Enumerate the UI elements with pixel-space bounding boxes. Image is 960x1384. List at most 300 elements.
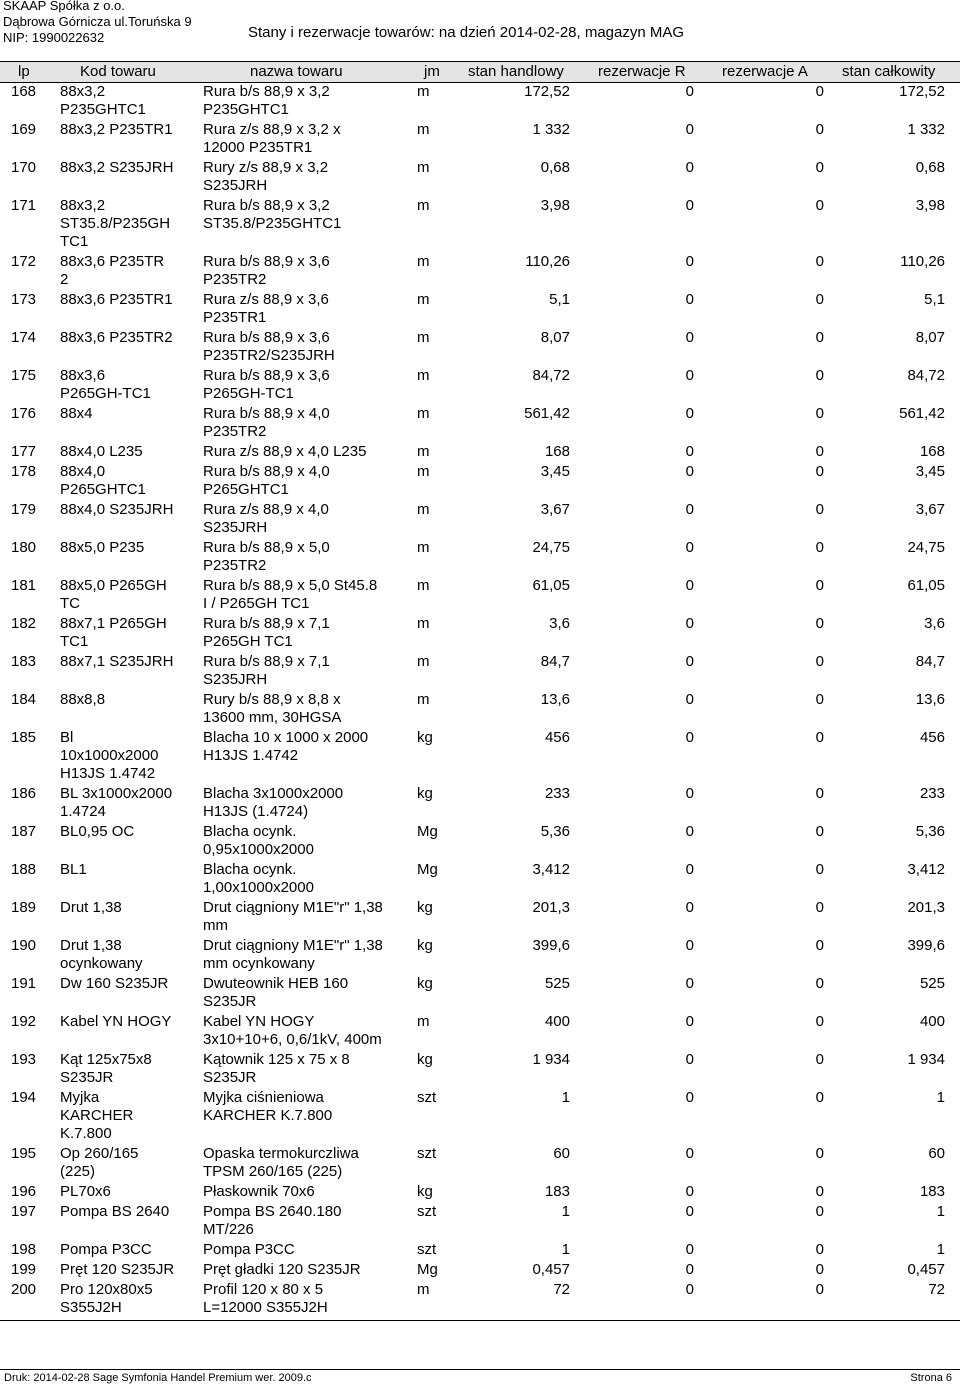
row-jm: m — [417, 691, 430, 708]
row-stan-calkowity: 3,6 — [924, 615, 945, 632]
row-jm: szt — [417, 1145, 437, 1162]
row-nazwa: Rury b/s 88,9 x 8,8 x 13600 mm, 30HGSA — [203, 691, 342, 726]
row-stan-handlowy: 1 — [561, 1241, 570, 1258]
row-stan-calkowity: 5,1 — [924, 291, 945, 308]
row-lp: 182 — [11, 615, 37, 632]
row-lp: 186 — [11, 785, 37, 802]
row-rezerwacje-a: 0 — [815, 1203, 824, 1220]
row-stan-handlowy: 183 — [544, 1183, 570, 1200]
row-lp: 194 — [11, 1089, 37, 1106]
row-stan-calkowity: 172,52 — [899, 83, 945, 100]
row-jm: kg — [417, 899, 433, 916]
row-jm: Mg — [417, 1261, 438, 1278]
row-nazwa: Blacha 3x1000x2000 H13JS (1.4724) — [203, 785, 344, 820]
row-stan-handlowy: 0,68 — [540, 159, 570, 176]
row-lp: 195 — [11, 1145, 37, 1162]
column-header-kod: Kod towaru — [80, 63, 156, 80]
row-lp: 170 — [11, 159, 37, 176]
table-header — [0, 61, 960, 83]
row-lp: 171 — [11, 197, 37, 214]
row-jm: m — [417, 501, 430, 518]
row-nazwa: Rury z/s 88,9 x 3,2 S235JRH — [203, 159, 329, 194]
row-kod: 88x3,6 P235TR2 — [60, 329, 173, 346]
row-rezerwacje-r: 0 — [685, 197, 694, 214]
row-jm: m — [417, 83, 430, 100]
row-rezerwacje-r: 0 — [685, 1089, 694, 1106]
row-kod: Bl 10x1000x2000 H13JS 1.4742 — [60, 729, 159, 782]
row-kod: 88x3,2 ST35.8/P235GH TC1 — [60, 197, 171, 250]
row-jm: m — [417, 539, 430, 556]
row-kod: 88x3,6 P265GH-TC1 — [60, 367, 151, 402]
row-jm: kg — [417, 1051, 433, 1068]
table-row — [0, 501, 960, 539]
row-kod: Pro 120x80x5 S355J2H — [60, 1281, 153, 1316]
row-rezerwacje-a: 0 — [815, 1261, 824, 1278]
row-rezerwacje-r: 0 — [685, 1013, 694, 1030]
row-rezerwacje-r: 0 — [685, 937, 694, 954]
row-jm: kg — [417, 1183, 433, 1200]
row-lp: 180 — [11, 539, 37, 556]
row-rezerwacje-r: 0 — [685, 539, 694, 556]
row-nazwa: Drut ciągniony M1E"r" 1,38 mm ocynkowany — [203, 937, 383, 972]
table-row — [0, 463, 960, 501]
row-lp: 174 — [11, 329, 37, 346]
row-rezerwacje-r: 0 — [685, 121, 694, 138]
row-rezerwacje-r: 0 — [685, 729, 694, 746]
row-nazwa: Rura b/s 88,9 x 3,6 P235TR2 — [203, 253, 330, 288]
row-stan-handlowy: 60 — [553, 1145, 570, 1162]
row-jm: m — [417, 615, 430, 632]
row-nazwa: Drut ciągniony M1E"r" 1,38 mm — [203, 899, 383, 934]
table-body — [0, 83, 960, 1320]
row-nazwa: Kątownik 125 x 75 x 8 S235JR — [203, 1051, 350, 1086]
row-nazwa: Rura b/s 88,9 x 7,1 P265GH TC1 — [203, 615, 330, 650]
row-lp: 196 — [11, 1183, 37, 1200]
row-jm: m — [417, 367, 430, 384]
column-header-rezerwacje-a: rezerwacje A — [722, 63, 808, 80]
row-nazwa: Rura z/s 88,9 x 3,2 x 12000 P235TR1 — [203, 121, 341, 156]
company-nip: NIP: 1990022632 — [3, 30, 105, 45]
row-kod: 88x8,8 — [60, 691, 106, 708]
row-stan-calkowity: 8,07 — [915, 329, 945, 346]
row-rezerwacje-r: 0 — [685, 1183, 694, 1200]
row-rezerwacje-r: 0 — [685, 253, 694, 270]
row-stan-calkowity: 72 — [928, 1281, 945, 1298]
row-kod: 88x7,1 S235JRH — [60, 653, 174, 670]
row-rezerwacje-r: 0 — [685, 463, 694, 480]
row-stan-handlowy: 456 — [544, 729, 570, 746]
row-stan-handlowy: 1 — [561, 1203, 570, 1220]
row-stan-calkowity: 84,72 — [907, 367, 945, 384]
row-stan-calkowity: 3,98 — [915, 197, 945, 214]
row-nazwa: Blacha ocynk. 1,00x1000x2000 — [203, 861, 314, 896]
column-header-calkowity: stan całkowity — [842, 63, 936, 80]
row-jm: szt — [417, 1203, 437, 1220]
row-rezerwacje-r: 0 — [685, 653, 694, 670]
table-row — [0, 1261, 960, 1281]
row-rezerwacje-r: 0 — [685, 367, 694, 384]
column-header-jm: jm — [424, 63, 440, 80]
row-stan-calkowity: 13,6 — [915, 691, 945, 708]
table-row — [0, 653, 960, 691]
row-stan-handlowy: 525 — [544, 975, 570, 992]
row-nazwa: Opaska termokurczliwa TPSM 260/165 (225) — [203, 1145, 359, 1180]
row-stan-handlowy: 3,45 — [540, 463, 570, 480]
row-stan-handlowy: 5,36 — [540, 823, 570, 840]
row-rezerwacje-a: 0 — [815, 443, 824, 460]
row-rezerwacje-a: 0 — [815, 1089, 824, 1106]
row-jm: m — [417, 1281, 430, 1298]
row-stan-handlowy: 13,6 — [540, 691, 570, 708]
table-row — [0, 1203, 960, 1241]
row-stan-handlowy: 1 332 — [532, 121, 570, 138]
row-nazwa: Rura z/s 88,9 x 4,0 S235JRH — [203, 501, 329, 536]
row-lp: 175 — [11, 367, 37, 384]
row-kod: 88x4,0 P265GHTC1 — [60, 463, 146, 498]
row-stan-calkowity: 400 — [919, 1013, 945, 1030]
row-kod: 88x5,0 P265GH TC — [60, 577, 167, 612]
row-rezerwacje-a: 0 — [815, 823, 824, 840]
table-bottom-rule — [0, 1320, 960, 1321]
row-stan-calkowity: 233 — [919, 785, 945, 802]
row-kod: Drut 1,38 — [60, 899, 122, 916]
row-stan-calkowity: 525 — [919, 975, 945, 992]
row-kod: Drut 1,38 ocynkowany — [60, 937, 143, 972]
row-rezerwacje-a: 0 — [815, 367, 824, 384]
row-stan-calkowity: 1 332 — [907, 121, 945, 138]
row-jm: m — [417, 121, 430, 138]
row-nazwa: Rura b/s 88,9 x 5,0 St45.8 I / P265GH TC1 — [203, 577, 378, 612]
row-rezerwacje-a: 0 — [815, 159, 824, 176]
row-stan-calkowity: 1 934 — [907, 1051, 945, 1068]
page-number: Strona 6 — [910, 1372, 952, 1384]
row-nazwa: Pręt gładki 120 S235JR — [203, 1261, 361, 1278]
row-nazwa: Rura b/s 88,9 x 4,0 P265GHTC1 — [203, 463, 330, 498]
row-stan-calkowity: 399,6 — [907, 937, 945, 954]
row-kod: 88x3,6 P235TR1 — [60, 291, 173, 308]
row-rezerwacje-r: 0 — [685, 1203, 694, 1220]
table-row — [0, 691, 960, 729]
print-info: Druk: 2014-02-28 Sage Symfonia Handel Premium wer. 2009.c — [4, 1372, 312, 1384]
row-rezerwacje-a: 0 — [815, 83, 824, 100]
row-stan-calkowity: 3,412 — [907, 861, 945, 878]
table-row — [0, 899, 960, 937]
row-stan-handlowy: 561,42 — [524, 405, 570, 422]
table-row — [0, 785, 960, 823]
row-lp: 190 — [11, 937, 37, 954]
row-rezerwacje-a: 0 — [815, 197, 824, 214]
table-row — [0, 729, 960, 785]
table-row — [0, 197, 960, 253]
row-rezerwacje-a: 0 — [815, 121, 824, 138]
row-jm: m — [417, 253, 430, 270]
row-kod: Myjka KARCHER K.7.800 — [60, 1089, 134, 1142]
row-nazwa: Rura z/s 88,9 x 3,6 P235TR1 — [203, 291, 329, 326]
row-lp: 177 — [11, 443, 37, 460]
row-rezerwacje-a: 0 — [815, 691, 824, 708]
row-lp: 193 — [11, 1051, 37, 1068]
table-row — [0, 443, 960, 463]
row-kod: BL1 — [60, 861, 87, 878]
table-row — [0, 1281, 960, 1319]
row-rezerwacje-r: 0 — [685, 1145, 694, 1162]
row-rezerwacje-r: 0 — [685, 691, 694, 708]
row-kod: 88x3,2 P235TR1 — [60, 121, 173, 138]
row-stan-handlowy: 399,6 — [532, 937, 570, 954]
row-stan-handlowy: 400 — [544, 1013, 570, 1030]
row-lp: 173 — [11, 291, 37, 308]
row-nazwa: Blacha ocynk. 0,95x1000x2000 — [203, 823, 314, 858]
row-kod: Pręt 120 S235JR — [60, 1261, 175, 1278]
row-rezerwacje-r: 0 — [685, 823, 694, 840]
row-stan-calkowity: 1 — [936, 1203, 945, 1220]
row-lp: 179 — [11, 501, 37, 518]
company-name: SKAAP Spółka z o.o. — [3, 0, 125, 13]
row-kod: 88x3,2 S235JRH — [60, 159, 174, 176]
row-stan-handlowy: 8,07 — [540, 329, 570, 346]
row-kod: Op 260/165 (225) — [60, 1145, 139, 1180]
row-jm: szt — [417, 1089, 437, 1106]
row-lp: 183 — [11, 653, 37, 670]
row-stan-calkowity: 183 — [919, 1183, 945, 1200]
row-kod: Pompa P3CC — [60, 1241, 152, 1258]
row-rezerwacje-r: 0 — [685, 443, 694, 460]
table-row — [0, 405, 960, 443]
row-jm: m — [417, 1013, 430, 1030]
row-kod: 88x5,0 P235 — [60, 539, 145, 556]
row-stan-calkowity: 5,36 — [915, 823, 945, 840]
row-stan-handlowy: 172,52 — [524, 83, 570, 100]
row-kod: 88x3,6 P235TR 2 — [60, 253, 165, 288]
row-lp: 191 — [11, 975, 37, 992]
row-rezerwacje-r: 0 — [685, 1051, 694, 1068]
row-stan-handlowy: 61,05 — [532, 577, 570, 594]
table-row — [0, 615, 960, 653]
row-rezerwacje-a: 0 — [815, 899, 824, 916]
row-rezerwacje-a: 0 — [815, 615, 824, 632]
row-jm: kg — [417, 785, 433, 802]
row-stan-handlowy: 3,98 — [540, 197, 570, 214]
row-nazwa: Pompa P3CC — [203, 1241, 295, 1258]
row-stan-calkowity: 0,457 — [907, 1261, 945, 1278]
column-header-lp: lp — [18, 63, 30, 80]
row-stan-calkowity: 24,75 — [907, 539, 945, 556]
row-rezerwacje-r: 0 — [685, 577, 694, 594]
row-stan-handlowy: 201,3 — [532, 899, 570, 916]
row-stan-handlowy: 0,457 — [532, 1261, 570, 1278]
row-rezerwacje-a: 0 — [815, 1013, 824, 1030]
row-stan-calkowity: 84,7 — [915, 653, 945, 670]
row-jm: m — [417, 577, 430, 594]
row-kod: Kabel YN HOGY — [60, 1013, 172, 1030]
report-header — [0, 0, 960, 48]
row-rezerwacje-a: 0 — [815, 329, 824, 346]
table-row — [0, 1241, 960, 1261]
row-jm: kg — [417, 937, 433, 954]
row-stan-handlowy: 72 — [553, 1281, 570, 1298]
row-rezerwacje-a: 0 — [815, 405, 824, 422]
row-nazwa: Kabel YN HOGY 3x10+10+6, 0,6/1kV, 400m — [203, 1013, 382, 1048]
row-rezerwacje-r: 0 — [685, 291, 694, 308]
row-nazwa: Rura b/s 88,9 x 7,1 S235JRH — [203, 653, 330, 688]
row-rezerwacje-r: 0 — [685, 861, 694, 878]
table-row — [0, 937, 960, 975]
row-kod: PL70x6 — [60, 1183, 111, 1200]
row-nazwa: Rura b/s 88,9 x 3,2 P235GHTC1 — [203, 83, 330, 118]
row-nazwa: Rura z/s 88,9 x 4,0 L235 — [203, 443, 367, 460]
row-stan-handlowy: 5,1 — [549, 291, 570, 308]
row-stan-calkowity: 3,45 — [915, 463, 945, 480]
row-lp: 185 — [11, 729, 37, 746]
row-kod: Kąt 125x75x8 S235JR — [60, 1051, 152, 1086]
company-address: Dąbrowa Górnicza ul.Toruńska 9 — [3, 14, 192, 29]
table-row — [0, 253, 960, 291]
table-row — [0, 329, 960, 367]
row-lp: 198 — [11, 1241, 37, 1258]
row-jm: m — [417, 653, 430, 670]
report-title: Stany i rezerwacje towarów: na dzień 2014-02-28, magazyn MAG — [248, 24, 685, 41]
row-stan-handlowy: 24,75 — [532, 539, 570, 556]
row-stan-handlowy: 3,412 — [532, 861, 570, 878]
row-stan-handlowy: 168 — [544, 443, 570, 460]
row-stan-calkowity: 3,67 — [915, 501, 945, 518]
row-kod: 88x4,0 S235JRH — [60, 501, 174, 518]
row-rezerwacje-a: 0 — [815, 1183, 824, 1200]
row-lp: 169 — [11, 121, 37, 138]
table-row — [0, 1013, 960, 1051]
row-rezerwacje-a: 0 — [815, 653, 824, 670]
row-rezerwacje-a: 0 — [815, 1241, 824, 1258]
row-rezerwacje-a: 0 — [815, 539, 824, 556]
table-row — [0, 1051, 960, 1089]
row-jm: Mg — [417, 861, 438, 878]
row-rezerwacje-a: 0 — [815, 463, 824, 480]
row-rezerwacje-a: 0 — [815, 937, 824, 954]
row-nazwa: Myjka ciśnieniowa KARCHER K.7.800 — [203, 1089, 333, 1124]
row-rezerwacje-r: 0 — [685, 899, 694, 916]
row-nazwa: Dwuteownik HEB 160 S235JR — [203, 975, 349, 1010]
row-nazwa: Rura b/s 88,9 x 3,2 ST35.8/P235GHTC1 — [203, 197, 342, 232]
row-kod: BL0,95 OC — [60, 823, 135, 840]
row-stan-calkowity: 168 — [919, 443, 945, 460]
row-rezerwacje-a: 0 — [815, 1281, 824, 1298]
row-stan-calkowity: 60 — [928, 1145, 945, 1162]
row-rezerwacje-a: 0 — [815, 975, 824, 992]
table-row — [0, 1089, 960, 1145]
row-stan-calkowity: 0,68 — [915, 159, 945, 176]
row-stan-handlowy: 84,72 — [532, 367, 570, 384]
row-nazwa: Blacha 10 x 1000 x 2000 H13JS 1.4742 — [203, 729, 369, 764]
row-lp: 199 — [11, 1261, 37, 1278]
row-rezerwacje-r: 0 — [685, 1241, 694, 1258]
row-kod: Pompa BS 2640 — [60, 1203, 170, 1220]
row-jm: m — [417, 405, 430, 422]
row-lp: 189 — [11, 899, 37, 916]
row-nazwa: Pompa BS 2640.180 MT/226 — [203, 1203, 342, 1238]
row-lp: 178 — [11, 463, 37, 480]
row-jm: szt — [417, 1241, 437, 1258]
table-row — [0, 121, 960, 159]
row-stan-handlowy: 233 — [544, 785, 570, 802]
row-stan-handlowy: 84,7 — [540, 653, 570, 670]
row-lp: 188 — [11, 861, 37, 878]
row-lp: 176 — [11, 405, 37, 422]
row-rezerwacje-r: 0 — [685, 405, 694, 422]
row-jm: m — [417, 159, 430, 176]
row-nazwa: Rura b/s 88,9 x 3,6 P265GH-TC1 — [203, 367, 330, 402]
table-row — [0, 1145, 960, 1183]
table-row — [0, 577, 960, 615]
row-lp: 200 — [11, 1281, 37, 1298]
table-row — [0, 83, 960, 121]
row-stan-calkowity: 1 — [936, 1241, 945, 1258]
row-rezerwacje-a: 0 — [815, 291, 824, 308]
row-stan-calkowity: 456 — [919, 729, 945, 746]
table-row — [0, 975, 960, 1013]
row-stan-calkowity: 61,05 — [907, 577, 945, 594]
row-kod: BL 3x1000x2000 1.4724 — [60, 785, 173, 820]
row-stan-handlowy: 1 — [561, 1089, 570, 1106]
row-stan-calkowity: 561,42 — [899, 405, 945, 422]
row-rezerwacje-r: 0 — [685, 975, 694, 992]
row-rezerwacje-a: 0 — [815, 1051, 824, 1068]
table-row — [0, 367, 960, 405]
table-row — [0, 1183, 960, 1203]
row-nazwa: Rura b/s 88,9 x 3,6 P235TR2/S235JRH — [203, 329, 335, 364]
row-kod: 88x4,0 L235 — [60, 443, 143, 460]
row-nazwa: Rura b/s 88,9 x 5,0 P235TR2 — [203, 539, 330, 574]
row-nazwa: Płaskownik 70x6 — [203, 1183, 315, 1200]
row-stan-handlowy: 1 934 — [532, 1051, 570, 1068]
row-kod: Dw 160 S235JR — [60, 975, 169, 992]
row-jm: kg — [417, 729, 433, 746]
row-jm: m — [417, 291, 430, 308]
row-jm: kg — [417, 975, 433, 992]
row-jm: m — [417, 329, 430, 346]
row-lp: 184 — [11, 691, 37, 708]
row-rezerwacje-r: 0 — [685, 159, 694, 176]
row-rezerwacje-a: 0 — [815, 729, 824, 746]
page-footer — [0, 1369, 960, 1384]
row-lp: 187 — [11, 823, 37, 840]
row-stan-handlowy: 110,26 — [525, 253, 570, 270]
table-row — [0, 861, 960, 899]
column-header-rezerwacje-r: rezerwacje R — [598, 63, 686, 80]
row-stan-handlowy: 3,6 — [549, 615, 570, 632]
column-header-handlowy: stan handlowy — [468, 63, 564, 80]
row-rezerwacje-r: 0 — [685, 1281, 694, 1298]
row-jm: m — [417, 443, 430, 460]
row-rezerwacje-r: 0 — [685, 501, 694, 518]
row-rezerwacje-a: 0 — [815, 1145, 824, 1162]
column-header-nazwa: nazwa towaru — [250, 63, 343, 80]
row-rezerwacje-r: 0 — [685, 83, 694, 100]
row-rezerwacje-a: 0 — [815, 501, 824, 518]
row-rezerwacje-a: 0 — [815, 861, 824, 878]
row-lp: 197 — [11, 1203, 37, 1220]
row-lp: 168 — [11, 83, 37, 100]
row-kod: 88x3,2 P235GHTC1 — [60, 83, 146, 118]
table-row — [0, 159, 960, 197]
row-jm: m — [417, 197, 430, 214]
row-lp: 192 — [11, 1013, 37, 1030]
row-nazwa: Rura b/s 88,9 x 4,0 P235TR2 — [203, 405, 330, 440]
row-jm: Mg — [417, 823, 438, 840]
row-rezerwacje-a: 0 — [815, 253, 824, 270]
row-stan-handlowy: 3,67 — [540, 501, 570, 518]
row-stan-calkowity: 110,26 — [900, 253, 945, 270]
table-row — [0, 291, 960, 329]
